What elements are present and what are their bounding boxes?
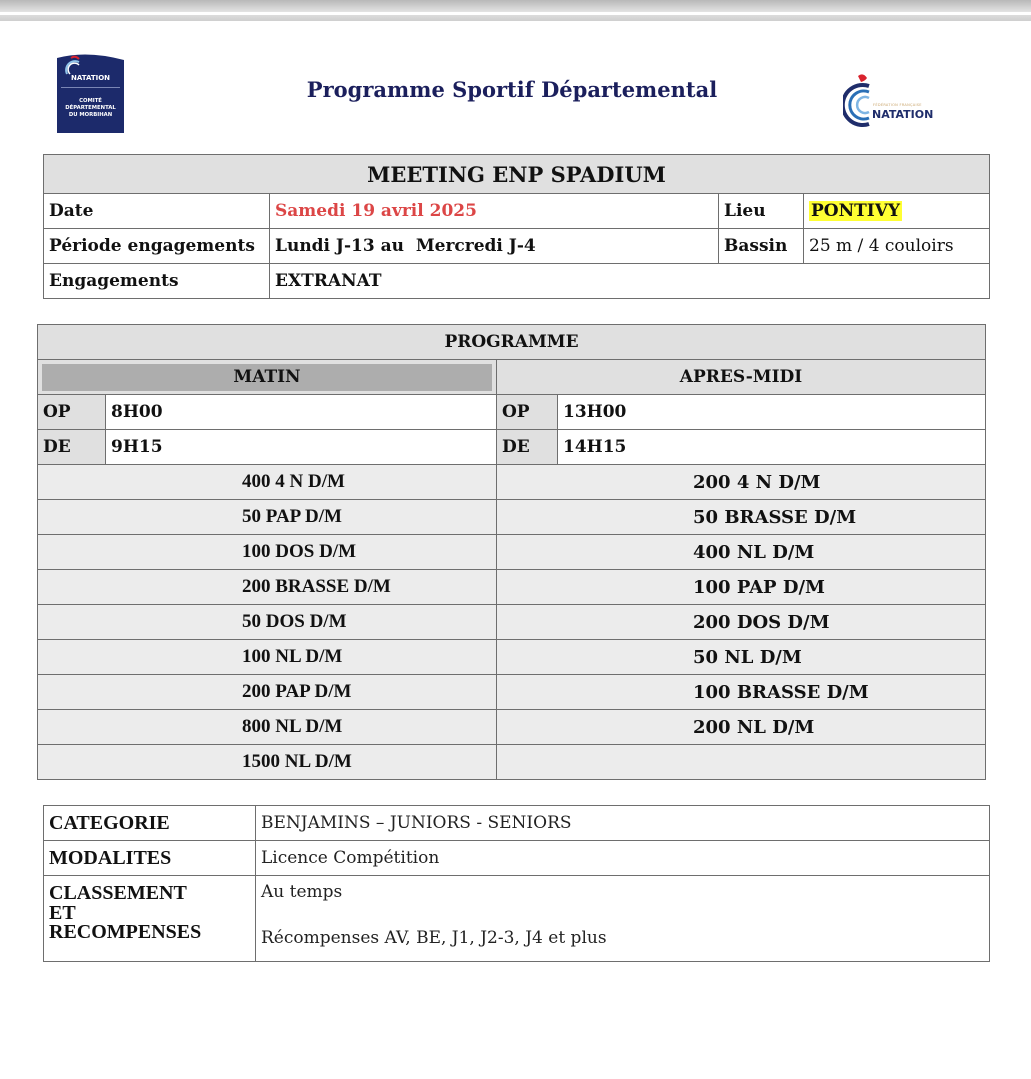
classement-value-line: Récompenses AV, BE, J1, J2-3, J4 et plus (261, 928, 607, 948)
de-row (38, 430, 986, 465)
logo-right-federation: FÉDÉRATION FRANÇAISE (873, 103, 922, 107)
matin-label: MATIN (42, 364, 492, 391)
am-de-value: 14H15 (558, 430, 986, 465)
meeting-info-table (43, 154, 990, 299)
page-title: Programme Sportif Départemental (306, 77, 718, 102)
logo-right-brand: NATATION (872, 108, 934, 121)
matin-event-label: 50 DOS D/M (242, 611, 347, 632)
engagements-label: Engagements (44, 264, 270, 299)
apres-midi-header: APRES-MIDI (497, 360, 986, 395)
matin-event (38, 500, 497, 535)
matin-event (38, 675, 497, 710)
session-header-row (38, 360, 986, 395)
modalites-value: Licence Compétition (256, 841, 990, 876)
apres-midi-event: 200 4 N D/M (497, 465, 986, 500)
date-value: Samedi 19 avril 2025 (270, 194, 719, 229)
matin-header (38, 360, 497, 395)
am-op-value: 13H00 (558, 395, 986, 430)
op-row (38, 395, 986, 430)
matin-event (38, 710, 497, 745)
rooster-wave-icon (843, 72, 947, 130)
logo-org-line: DÉPARTEMENTAL (65, 105, 116, 111)
classement-row (44, 876, 990, 962)
modalites-row (44, 841, 990, 876)
apres-midi-event: 400 NL D/M (497, 535, 986, 570)
comite-morbihan-logo (57, 50, 124, 133)
bassin-value: 25 m / 4 couloirs (804, 229, 990, 264)
periode-value: Lundi J-13 au Mercredi J-4 (270, 229, 719, 264)
logo-left-brand: NATATION (70, 74, 111, 82)
matin-event (38, 535, 497, 570)
apres-midi-event: 200 NL D/M (497, 710, 986, 745)
event-row (38, 640, 986, 675)
event-row (38, 500, 986, 535)
events-list (38, 465, 986, 780)
logo-org-line: DU MORBIHAN (68, 112, 113, 118)
matin-event-label: 100 DOS D/M (242, 541, 356, 562)
meeting-title-row (44, 155, 990, 194)
apres-midi-event (497, 745, 986, 780)
categorie-value: BENJAMINS – JUNIORS - SENIORS (256, 806, 990, 841)
classement-label-line: RECOMPENSES (49, 921, 202, 943)
programme-title-row (38, 325, 986, 360)
matin-event-label: 50 PAP D/M (242, 506, 342, 527)
periode-label: Période engagements (44, 229, 270, 264)
apres-midi-event: 100 BRASSE D/M (497, 675, 986, 710)
event-row (38, 535, 986, 570)
periode-row (44, 229, 990, 264)
apres-midi-event: 50 NL D/M (497, 640, 986, 675)
engagements-value: EXTRANAT (270, 264, 990, 299)
classement-value-line: Au temps (261, 882, 343, 902)
event-row (38, 605, 986, 640)
matin-event (38, 570, 497, 605)
bassin-label: Bassin (719, 229, 804, 264)
viewer-top-bar-secondary (0, 15, 1031, 21)
matin-event-label: 800 NL D/M (242, 716, 343, 737)
am-op-label: OP (497, 395, 558, 430)
event-row (38, 570, 986, 605)
matin-event (38, 465, 497, 500)
lieu-value: PONTIVY (811, 201, 901, 221)
details-table (43, 805, 990, 962)
matin-event (38, 640, 497, 675)
matin-event-label: 200 BRASSE D/M (242, 576, 391, 597)
am-de-label: DE (497, 430, 558, 465)
lieu-cell (804, 194, 990, 229)
matin-event-label: 1500 NL D/M (242, 751, 352, 772)
event-row (38, 675, 986, 710)
logo-divider (61, 87, 120, 88)
matin-event (38, 605, 497, 640)
modalites-label: MODALITES (44, 841, 256, 876)
logo-org-line: COMITÉ (79, 98, 102, 104)
engagements-row (44, 264, 990, 299)
matin-event-label: 100 NL D/M (242, 646, 343, 667)
matin-event (38, 745, 497, 780)
logo-left-org (57, 98, 124, 119)
event-row (38, 710, 986, 745)
classement-label-line: CLASSEMENT (49, 882, 187, 904)
matin-event-label: 400 4 N D/M (242, 471, 345, 492)
categorie-label: CATEGORIE (44, 806, 256, 841)
classement-label-line: ET (49, 902, 76, 924)
categorie-row (44, 806, 990, 841)
meeting-title: MEETING ENP SPADIUM (44, 155, 990, 194)
programme-title: PROGRAMME (38, 325, 986, 360)
apres-midi-event: 200 DOS D/M (497, 605, 986, 640)
apres-midi-event: 50 BRASSE D/M (497, 500, 986, 535)
matin-op-value: 8H00 (106, 395, 497, 430)
lieu-label: Lieu (719, 194, 804, 229)
matin-event-label: 200 PAP D/M (242, 681, 352, 702)
classement-label (44, 876, 256, 962)
viewer-top-bar (0, 0, 1031, 12)
event-row (38, 465, 986, 500)
ffn-natation-logo (843, 72, 947, 130)
matin-de-label: DE (38, 430, 106, 465)
date-row (44, 194, 990, 229)
matin-de-value: 9H15 (106, 430, 497, 465)
event-row (38, 745, 986, 780)
matin-op-label: OP (38, 395, 106, 430)
date-label: Date (44, 194, 270, 229)
classement-value (256, 876, 990, 962)
programme-table (37, 324, 986, 780)
apres-midi-event: 100 PAP D/M (497, 570, 986, 605)
